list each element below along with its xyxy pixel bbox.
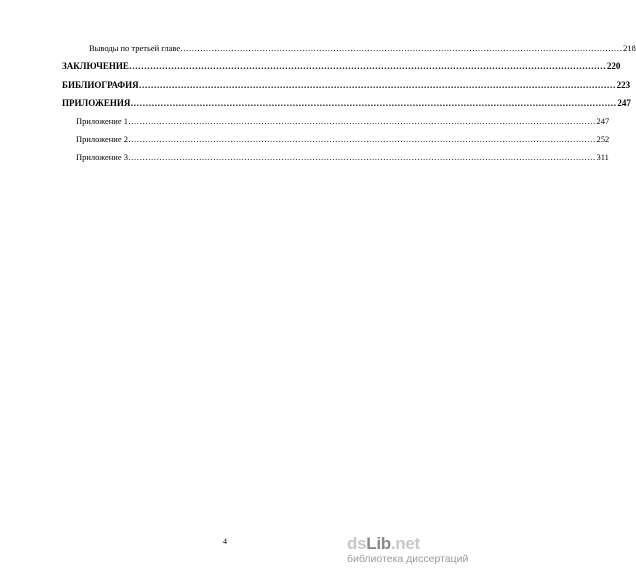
watermark-logo-mid: Lib [366,534,391,553]
toc-entry-bibliography[interactable] [62,79,631,91]
toc-leader: ………………………………………………………………………………………………………………………………………… [180,43,623,53]
toc-page-number: 218 [623,43,636,53]
toc-page-number: 252 [596,134,610,144]
toc-entry-conclusions-chapter-3[interactable] [89,42,636,54]
toc-label: БИБЛИОГРАФИЯ [62,80,139,90]
toc-leader: ………………………………………………………………………………………………………………………………………………… [128,152,596,162]
toc-label: Приложение 1 [76,116,128,126]
toc-leader: ………………………………………………………………………………………………………………………………………………… [128,116,596,126]
toc-entry-appendices[interactable] [62,97,631,109]
page-number: 4 [223,537,227,546]
toc-leader: ………………………………………………………………………………………………………………………………………………… [128,134,596,144]
toc-entry-appendix-1[interactable] [76,115,610,127]
toc-page-number: 247 [617,98,631,108]
toc-page-number: 247 [596,116,610,126]
watermark-logo [347,535,447,553]
toc-label: Приложение 3 [76,152,128,162]
watermark-logo-prefix: ds [347,534,367,553]
toc-label: Приложение 2 [76,134,128,144]
toc-label: ПРИЛОЖЕНИЯ… [62,98,140,108]
watermark-subtitle: библиотека диссертаций [347,553,469,565]
toc-entry-appendix-2[interactable] [76,133,610,145]
toc-entry-conclusion[interactable] [62,60,621,72]
toc-leader: …………………………………………………………………………………………………………………………………………… [139,98,617,108]
watermark [347,534,469,565]
toc-page-number: 220 [606,61,621,71]
toc-entry-appendix-3[interactable] [76,151,609,163]
watermark-logo-suffix: .net [390,534,420,553]
toc-label: ЗАКЛЮЧЕНИЕ [62,61,129,71]
toc-leader: …………………………………………………………………………………………………………………………………………… [138,80,616,90]
toc-label: Выводы по третьей главе [89,43,181,53]
toc-leader: …………………………………………………………………………………………………………………………………………… [128,61,606,71]
toc-page-number: 223 [616,80,631,90]
toc-page-number: 311 [596,152,609,162]
